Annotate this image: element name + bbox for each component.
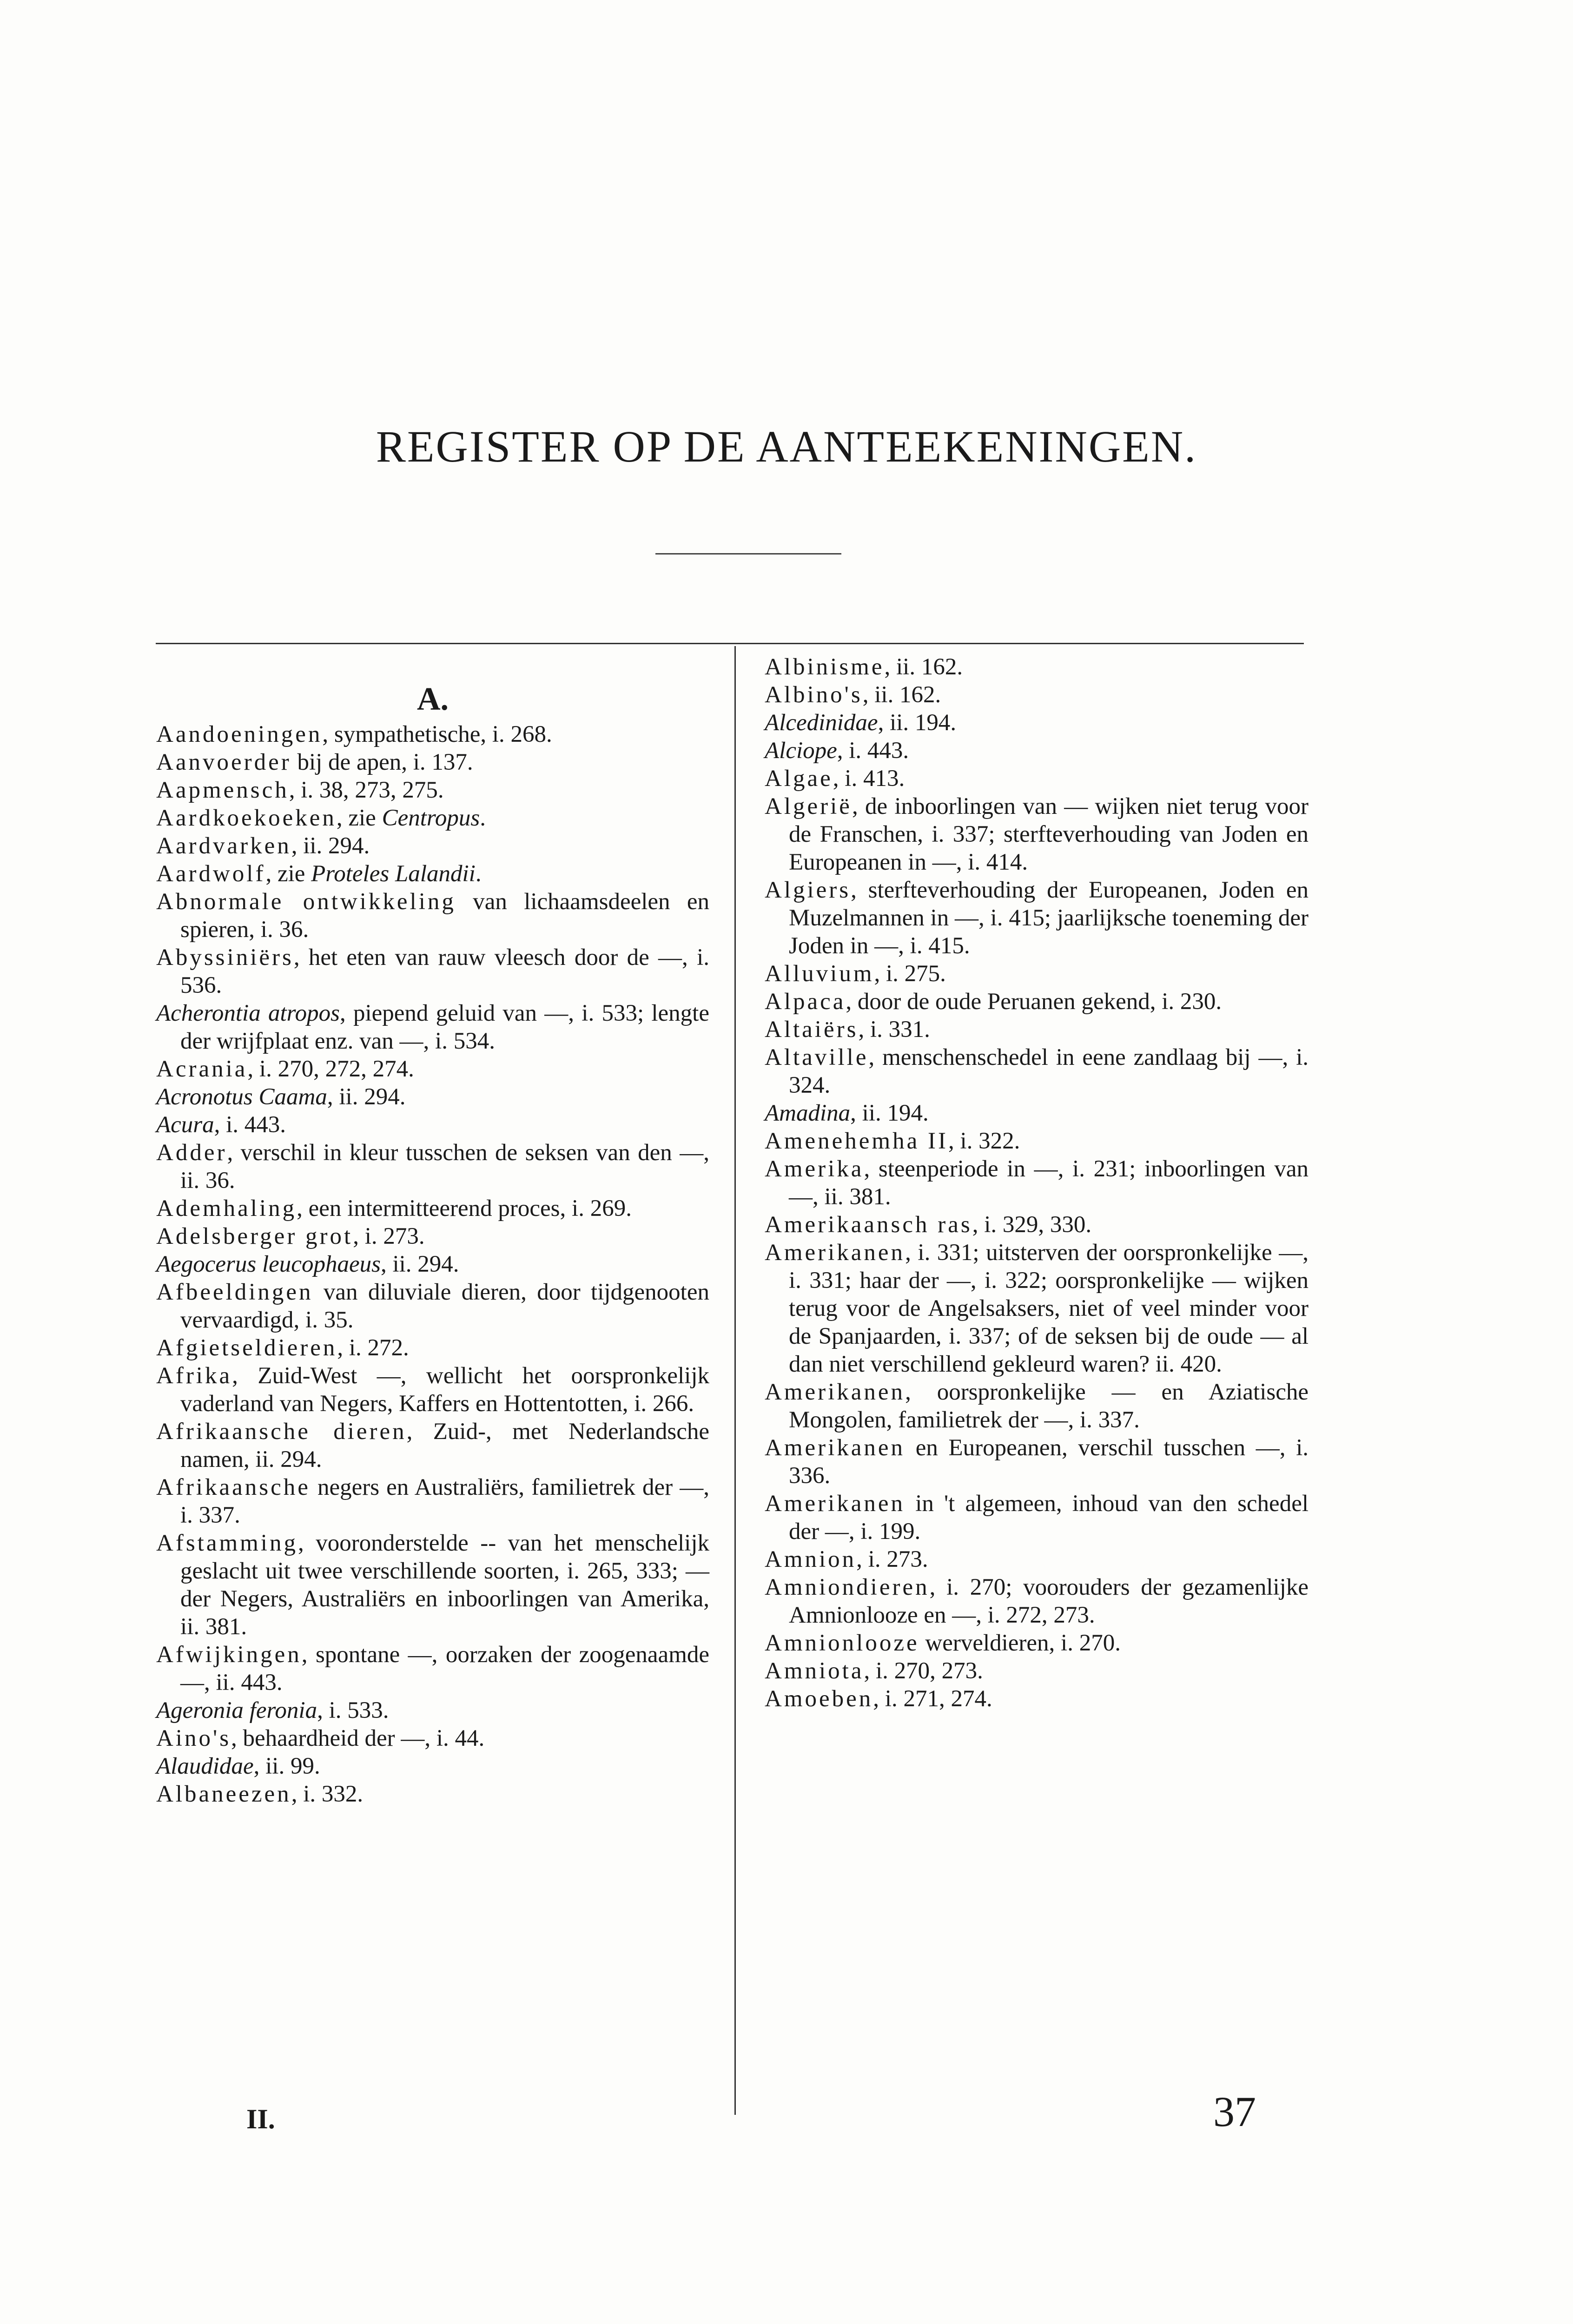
entry-text: negers en Australiërs, familietrek der —, i. 337. <box>180 1474 709 1528</box>
entry-text: , i. 270; voorouders der gezamenlijke Amnionlooze en —, i. 272, 273. <box>789 1574 1309 1628</box>
index-entry <box>765 1490 1309 1545</box>
entry-text: , oorspronkelijke — en Aziatische Mongolen, familietrek der —, i. 337. <box>789 1379 1309 1433</box>
entry-text-italic: Proteles Lalandii <box>311 861 476 887</box>
index-entry <box>156 748 709 776</box>
index-entry <box>156 860 709 888</box>
index-entry <box>156 1752 709 1780</box>
entry-text: , ii. 99. <box>253 1753 320 1779</box>
entry-text: , i. 272. <box>337 1335 409 1361</box>
entry-text: , behaardheid der —, i. 44. <box>231 1725 485 1751</box>
index-entry <box>765 1239 1309 1378</box>
index-entry <box>765 1434 1309 1490</box>
index-entry <box>156 1055 709 1083</box>
entry-text: , i. 322. <box>948 1128 1020 1154</box>
header-rule <box>156 643 1304 644</box>
index-entry <box>156 1418 709 1473</box>
entry-headword-italic: Alaudidae <box>156 1753 254 1779</box>
index-entry <box>156 832 709 860</box>
entry-headword: Aardkoekoeken <box>156 805 337 831</box>
entry-text: , het eten van rauw vleesch door de —, i. 536. <box>180 944 709 998</box>
entry-headword: Afrika <box>156 1363 232 1389</box>
entry-headword: Algae <box>765 766 833 792</box>
entry-text: en Europeanen, verschil tusschen —, i. 336. <box>789 1435 1309 1489</box>
entry-headword-italic: Aegocerus leucophaeus <box>156 1251 381 1277</box>
index-entry <box>765 1629 1309 1657</box>
entry-headword: Amerika <box>765 1156 864 1182</box>
entry-text: , i. 533. <box>317 1697 389 1723</box>
entry-text: werveldieren, i. 270. <box>919 1630 1121 1656</box>
left-entries <box>156 720 709 1808</box>
entry-text: , i. 38, 273, 275. <box>289 777 444 803</box>
entry-text: , i. 332. <box>291 1781 364 1807</box>
entry-text: , ii. 162. <box>862 682 941 708</box>
entry-text: , i. 270, 273. <box>864 1658 983 1684</box>
page-title: REGISTER OP DE AANTEEKENINGEN. <box>376 422 1197 471</box>
entry-headword: Amniondieren <box>765 1574 930 1600</box>
entry-text: van lichaamsdeelen en spieren, i. 36. <box>180 889 709 943</box>
index-entry <box>765 709 1309 737</box>
entry-headword: Altaville <box>765 1044 869 1070</box>
page-number: 37 <box>1213 2088 1256 2135</box>
entry-text: , zie <box>265 861 311 887</box>
entry-text: , i. 443. <box>214 1112 286 1138</box>
entry-headword: Aapmensch <box>156 777 289 803</box>
index-entry <box>765 960 1309 988</box>
entry-headword: Alluvium <box>765 961 874 987</box>
entry-headword: Albinisme <box>765 654 885 680</box>
entry-headword-italic: Acherontia atropos <box>156 1000 340 1026</box>
entry-text: , i. 273. <box>856 1546 928 1572</box>
index-entry <box>765 653 1309 681</box>
entry-headword: Alpaca <box>765 989 846 1015</box>
entry-text: , i. 331. <box>858 1017 930 1043</box>
entry-text: , de inboorlingen van — wijken niet terug voor de Franschen, i. 337; sterfteverhouding van Joden en Europeanen in —, i. 414. <box>789 793 1309 875</box>
entry-text: in 't algemeen, inhoud van den schedel der —, i. 199. <box>789 1491 1309 1545</box>
index-entry <box>156 999 709 1055</box>
entry-headword: Amerikanen <box>765 1435 905 1461</box>
entry-headword: Abyssiniërs <box>156 944 294 971</box>
index-entry <box>765 792 1309 876</box>
index-entry <box>765 1016 1309 1043</box>
index-entry <box>156 1473 709 1529</box>
entry-text: , piepend geluid van —, i. 533; lengte der wrijfplaat enz. van —, i. 534. <box>180 1000 709 1054</box>
entry-headword: Aino's <box>156 1725 231 1751</box>
entry-headword: Aanvoerder <box>156 749 291 775</box>
entry-headword: Aardwolf <box>156 861 266 887</box>
column-divider <box>734 646 736 2115</box>
entry-text: , ii. 162. <box>884 654 963 680</box>
index-entry <box>156 1083 709 1111</box>
entry-text: , i. 329, 330. <box>972 1212 1092 1238</box>
section-letter: A. <box>416 681 449 717</box>
entry-headword: Albino's <box>765 682 863 708</box>
entry-text: , menschenschedel in eene zandlaag bij —, i. 324. <box>789 1044 1309 1098</box>
entry-text: bij de apen, i. 137. <box>291 749 473 775</box>
entry-headword: Aardvarken <box>156 833 291 859</box>
entry-text: , ii. 294. <box>327 1084 406 1110</box>
right-column <box>765 653 1309 1713</box>
entry-headword: Amerikaansch ras <box>765 1212 972 1238</box>
index-entry <box>765 1685 1309 1713</box>
index-entry <box>765 1155 1309 1211</box>
entry-headword-italic: Amadina <box>765 1100 851 1126</box>
entry-headword: Afgietseldieren <box>156 1335 337 1361</box>
entry-text: , sympathetische, i. 268. <box>322 721 552 747</box>
index-entry <box>156 1139 709 1195</box>
index-entry <box>765 737 1309 765</box>
entry-text-end: . <box>475 861 482 887</box>
entry-headword: Algiers <box>765 877 851 903</box>
entry-text: , spontane —, oorzaken der zoogenaamde —, ii. 443. <box>180 1642 709 1696</box>
entry-text: , ii. 194. <box>850 1100 929 1126</box>
index-entry <box>156 1278 709 1334</box>
entry-headword-italic: Alcedinidae <box>765 710 878 736</box>
entry-text: , i. 273. <box>353 1223 425 1249</box>
entry-text: , i. 275. <box>874 961 946 987</box>
entry-text: , door de oude Peruanen gekend, i. 230. <box>846 989 1222 1015</box>
entry-text-italic: Centropus <box>382 805 480 831</box>
entry-text: , een intermitteerend proces, i. 269. <box>297 1195 632 1221</box>
entry-headword-italic: Acura <box>156 1112 214 1138</box>
entry-headword: Amniota <box>765 1658 864 1684</box>
entry-headword: Amoeben <box>765 1686 873 1712</box>
entry-headword-italic: Acronotus Caama <box>156 1084 327 1110</box>
index-entry <box>765 876 1309 960</box>
index-entry <box>765 988 1309 1016</box>
index-entry <box>156 1111 709 1139</box>
entry-headword: Acrania <box>156 1056 248 1082</box>
index-entry <box>765 1573 1309 1629</box>
entry-text: , verschil in kleur tusschen de seksen van den —, ii. 36. <box>180 1140 709 1194</box>
entry-headword: Afrikaansche <box>156 1474 311 1500</box>
index-entry <box>156 1195 709 1222</box>
entry-headword: Afwijkingen <box>156 1642 302 1668</box>
index-entry <box>765 1211 1309 1239</box>
title-rule <box>655 553 841 555</box>
entry-headword-italic: Ageronia feronia <box>156 1697 317 1723</box>
signature-mark: II. <box>246 2104 275 2134</box>
entry-headword: Adelsberger grot <box>156 1223 353 1249</box>
right-entries <box>765 653 1309 1713</box>
left-column <box>156 683 709 1808</box>
entry-headword: Amerikanen <box>765 1379 905 1405</box>
index-entry <box>156 1724 709 1752</box>
index-entry <box>765 681 1309 709</box>
entry-text: , ii. 294. <box>291 833 370 859</box>
index-entry <box>765 1657 1309 1685</box>
entry-text: , i. 413. <box>833 766 905 792</box>
index-entry <box>156 1780 709 1808</box>
index-entry <box>765 765 1309 792</box>
index-entry <box>156 1362 709 1418</box>
entry-text: , ii. 194. <box>878 710 957 736</box>
entry-text: , steenperiode in —, i. 231; inboorlingen van —, ii. 381. <box>789 1156 1309 1210</box>
entry-headword: Algerië <box>765 793 852 819</box>
entry-headword: Adder <box>156 1140 227 1166</box>
entry-headword: Amerikanen <box>765 1491 905 1517</box>
entry-text: , i. 271, 274. <box>873 1686 992 1712</box>
entry-text: , ii. 294. <box>380 1251 459 1277</box>
entry-text-end: . <box>480 805 486 831</box>
entry-headword: Amnion <box>765 1546 857 1572</box>
index-entry <box>765 1043 1309 1099</box>
entry-headword: Amerikanen <box>765 1240 905 1266</box>
entry-text: , i. 270, 272, 274. <box>247 1056 414 1082</box>
entry-headword: Altaiërs <box>765 1017 859 1043</box>
entry-headword: Afbeeldingen <box>156 1279 313 1305</box>
entry-text: , sterfteverhouding der Europeanen, Joden en Muzelmannen in —, i. 415; jaarlijksche toeneming der Joden in —, i. 415. <box>789 877 1309 959</box>
entry-headword: Albaneezen <box>156 1781 291 1807</box>
entry-text: , zie <box>336 805 382 831</box>
entry-headword: Aandoeningen <box>156 721 323 747</box>
entry-headword: Abnormale ontwikkeling <box>156 889 456 915</box>
entry-headword: Amenehemha II <box>765 1128 948 1154</box>
index-entry <box>765 1127 1309 1155</box>
entry-headword: Amnionlooze <box>765 1630 919 1656</box>
index-entry <box>156 1641 709 1697</box>
index-entry <box>156 944 709 999</box>
index-entry <box>156 888 709 944</box>
index-entry <box>156 776 709 804</box>
index-entry <box>156 1697 709 1724</box>
index-entry <box>765 1545 1309 1573</box>
index-entry <box>765 1378 1309 1434</box>
index-entry <box>156 804 709 832</box>
entry-text: , vooronderstelde -- van het menschelijk geslacht uit twee verschillende soorten, i. 265, 333; — der Negers, Australiërs en inboorlingen van Amerika, ii. 381. <box>180 1530 709 1640</box>
entry-headword: Afstamming <box>156 1530 298 1556</box>
index-entry <box>156 1250 709 1278</box>
entry-text: , i. 443. <box>837 738 909 764</box>
entry-text: , i. 331; uitsterven der oorspronkelijke —, i. 331; haar der —, i. 322; oorspronkelijke — wijken terug voor de Angelsaksers, niet of veel minder voor de Spanjaarden, i. 337; of de seksen bij de oude — al dan niet verschillend gekleurd waren? ii. 420. <box>789 1240 1309 1377</box>
entry-headword-italic: Alciope <box>765 738 837 764</box>
index-entry <box>156 1334 709 1362</box>
index-entry <box>156 720 709 748</box>
index-entry <box>156 1222 709 1250</box>
index-entry <box>765 1099 1309 1127</box>
entry-text: van diluviale dieren, door tijdgenooten vervaardigd, i. 35. <box>180 1279 709 1333</box>
entry-text: , Zuid-West —, wellicht het oorspronkelijk vaderland van Negers, Kaffers en Hottentotten, i. 266. <box>180 1363 709 1417</box>
entry-text: , Zuid-, met Nederlandsche namen, ii. 294. <box>180 1419 709 1472</box>
entry-headword: Afrikaansche dieren <box>156 1419 407 1445</box>
index-entry <box>156 1529 709 1641</box>
entry-headword: Ademhaling <box>156 1195 297 1221</box>
